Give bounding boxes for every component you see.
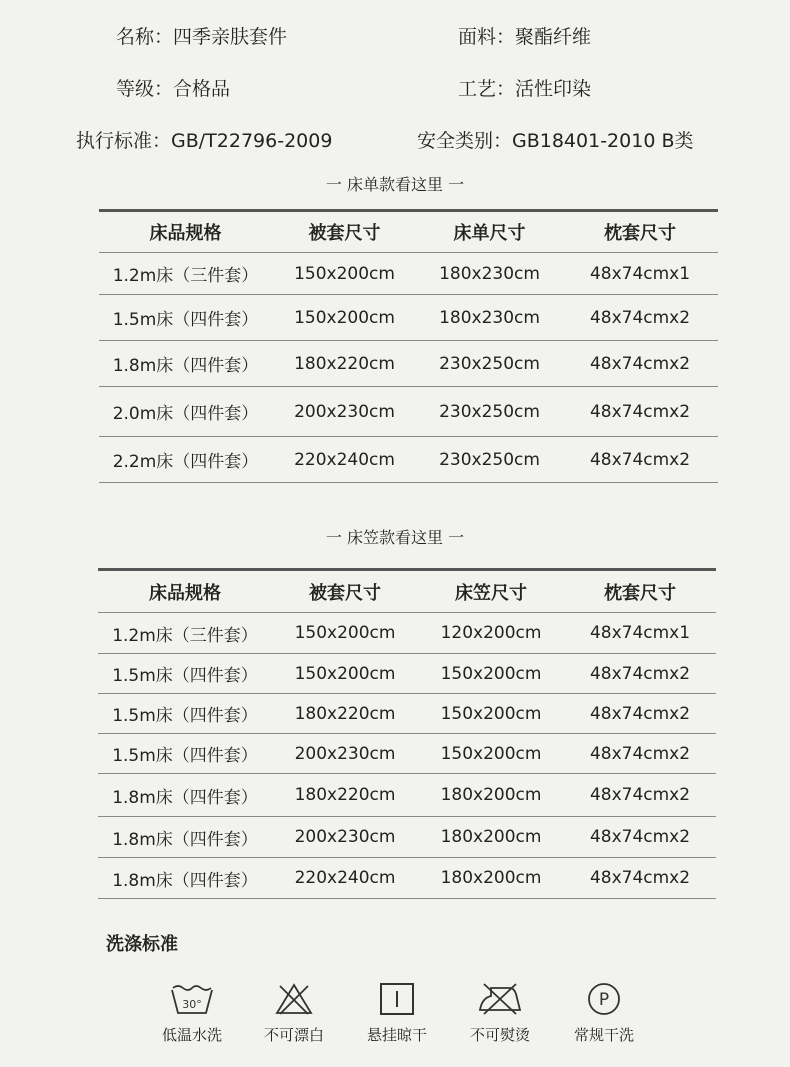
spec-fabric: 面料：聚酯纤维 [458,26,592,48]
spec-name: 名称：四季亲肤套件 [116,26,288,48]
cell-bed-spec: 1.8m床（四件套） [98,817,272,858]
cell-bed-spec: 1.8m床（四件套） [99,341,272,387]
table-row [99,341,718,387]
cell-duvet-size: 150x200cm [272,613,418,654]
cell-pillowcase-size: 48x74cmx2 [564,654,716,694]
table-row [98,817,716,858]
care-item-low-temp-wash [147,982,237,1045]
cell-sheet-size: 180x230cm [417,253,562,295]
cell-bed-spec: 2.0m床（四件套） [99,387,272,437]
cell-duvet-size: 200x230cm [272,387,417,437]
header-bed-spec: 床品规格 [99,211,272,253]
header-sheet-size: 床单尺寸 [417,211,562,253]
cell-bed-spec: 1.5m床（四件套） [98,654,272,694]
cell-pillowcase-size: 48x74cmx2 [564,858,716,899]
table-row [98,774,716,817]
table-header-row [99,211,718,253]
table-row [98,858,716,899]
header-bed-spec: 床品规格 [98,570,272,613]
cell-duvet-size: 220x240cm [272,437,417,483]
dry-clean-icon [582,982,626,1016]
cell-pillowcase-size: 48x74cmx2 [564,694,716,734]
cell-duvet-size: 180x220cm [272,341,417,387]
wash-30-icon [170,982,214,1016]
cell-pillowcase-size: 48x74cmx2 [562,341,718,387]
washing-standard-title: 洗涤标准 [106,934,178,955]
header-duvet-size: 被套尺寸 [272,570,418,613]
care-label: 常规干洗 [573,1026,634,1044]
spec-standard: 执行标准：GB/T22796-2009 [76,130,333,152]
cell-fitted-sheet-size: 180x200cm [418,774,564,817]
spec-grade: 等级：合格品 [116,78,231,100]
cell-bed-spec: 2.2m床（四件套） [99,437,272,483]
cell-fitted-sheet-size: 150x200cm [418,694,564,734]
no-iron-icon [476,982,524,1016]
cell-bed-spec: 1.2m床（三件套） [98,613,272,654]
header-pillowcase-size: 枕套尺寸 [562,211,718,253]
cell-sheet-size: 180x230cm [417,295,562,341]
wash-temp-text: 30° [182,998,202,1011]
cell-bed-spec: 1.5m床（四件套） [98,734,272,774]
cell-pillowcase-size: 48x74cmx2 [562,387,718,437]
header-fitted-sheet-size: 床笠尺寸 [418,570,564,613]
spec-craft: 工艺：活性印染 [458,78,592,100]
cell-fitted-sheet-size: 150x200cm [418,734,564,774]
table-row [98,613,716,654]
table-row [99,437,718,483]
no-bleach-icon [272,982,316,1016]
spec-safety: 安全类别：GB18401-2010 B类 [417,130,694,152]
cell-fitted-sheet-size: 120x200cm [418,613,564,654]
care-label: 不可熨烫 [469,1026,530,1044]
table-row [99,253,718,295]
cell-pillowcase-size: 48x74cmx2 [564,734,716,774]
cell-sheet-size: 230x250cm [417,387,562,437]
cell-duvet-size: 150x200cm [272,654,418,694]
cell-pillowcase-size: 48x74cmx2 [562,437,718,483]
care-label: 不可漂白 [263,1026,324,1044]
cell-bed-spec: 1.5m床（四件套） [98,694,272,734]
cell-duvet-size: 150x200cm [272,295,417,341]
cell-fitted-sheet-size: 150x200cm [418,654,564,694]
cell-pillowcase-size: 48x74cmx2 [562,295,718,341]
header-duvet-size: 被套尺寸 [272,211,417,253]
cell-bed-spec: 1.5m床（四件套） [99,295,272,341]
cell-bed-spec: 1.8m床（四件套） [98,858,272,899]
table-row [99,295,718,341]
care-item-hang-dry [352,982,442,1045]
table-row [98,654,716,694]
cell-duvet-size: 200x230cm [272,734,418,774]
cell-pillowcase-size: 48x74cmx2 [564,817,716,858]
fitted-sheet-size-table [98,568,716,899]
table-row [99,387,718,437]
cell-pillowcase-size: 48x74cmx1 [562,253,718,295]
cell-duvet-size: 200x230cm [272,817,418,858]
table-row [98,694,716,734]
hang-dry-icon [375,982,419,1016]
cell-duvet-size: 180x220cm [272,774,418,817]
care-item-dry-clean [559,982,649,1045]
dry-clean-letter: P [598,990,610,1010]
cell-bed-spec: 1.2m床（三件套） [99,253,272,295]
care-label: 低温水洗 [161,1026,222,1044]
care-item-no-iron [455,982,545,1045]
cell-duvet-size: 150x200cm [272,253,417,295]
fitted-sheet-section-title: 一 床笠款看这里 一 [325,528,465,547]
cell-sheet-size: 230x250cm [417,341,562,387]
cell-fitted-sheet-size: 180x200cm [418,858,564,899]
table-row [98,734,716,774]
cell-duvet-size: 220x240cm [272,858,418,899]
cell-pillowcase-size: 48x74cmx1 [564,613,716,654]
cell-fitted-sheet-size: 180x200cm [418,817,564,858]
care-label: 悬挂晾干 [366,1026,427,1044]
cell-sheet-size: 230x250cm [417,437,562,483]
flat-sheet-size-table [99,209,718,483]
care-item-no-bleach [249,982,339,1045]
cell-bed-spec: 1.8m床（四件套） [98,774,272,817]
table-header-row [98,570,716,613]
flat-sheet-section-title: 一 床单款看这里 一 [325,175,465,194]
cell-pillowcase-size: 48x74cmx2 [564,774,716,817]
header-pillowcase-size: 枕套尺寸 [564,570,716,613]
cell-duvet-size: 180x220cm [272,694,418,734]
